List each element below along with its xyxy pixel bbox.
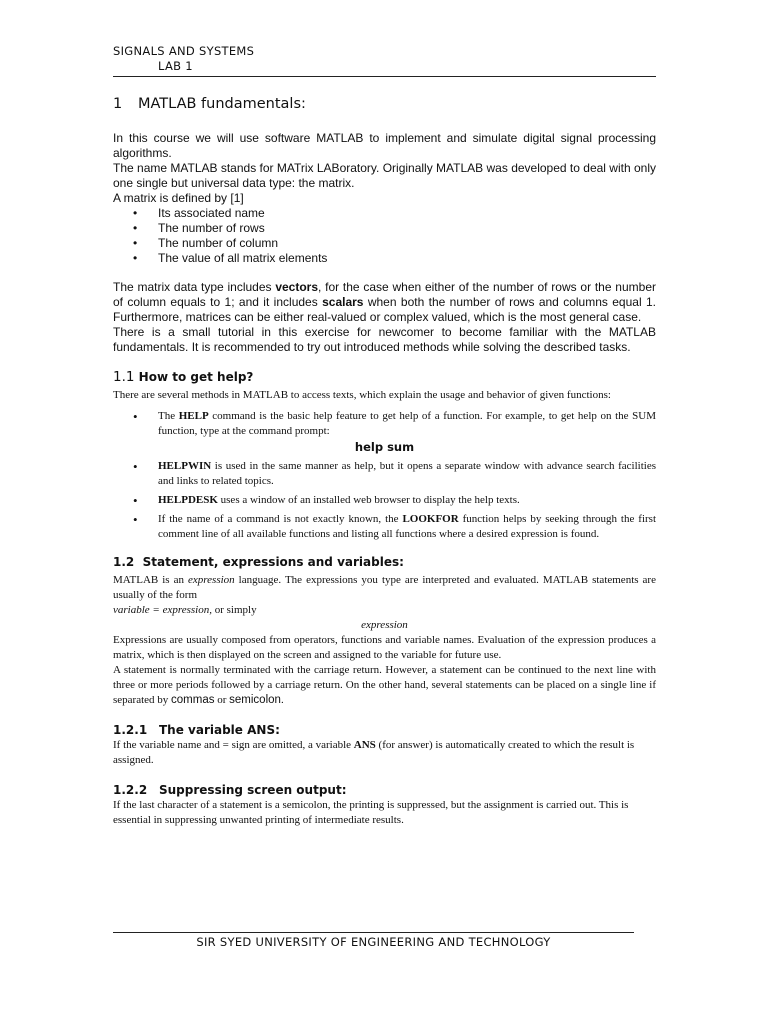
list-item-lookfor	[113, 512, 656, 542]
bullet-icon: •	[133, 206, 138, 220]
term-expression: expression	[188, 574, 235, 586]
list-item-helpwin	[113, 459, 656, 489]
section-title: How to get help?	[138, 370, 254, 384]
section-1-content	[113, 131, 656, 355]
bullet-icon: •	[133, 493, 138, 508]
section-1-1-content	[113, 388, 656, 542]
section-1-2-content	[113, 573, 656, 708]
expression-example: expression	[361, 619, 408, 631]
section-number: 1.1	[113, 369, 135, 385]
page-footer: SIR SYED UNIVERSITY OF ENGINEERING AND TECHNOLOGY	[196, 935, 551, 949]
term-vectors: vectors	[275, 280, 319, 294]
text-run: command is the basic help feature to get help of a function. For example, to get help on the SUM function, type at the command prompt:	[158, 410, 656, 437]
page-header	[113, 44, 254, 74]
text-run: uses a window of an installed web browser to display the help texts.	[217, 494, 520, 506]
paragraph: A matrix is defined by [1]	[113, 191, 244, 205]
section-title: Statement, expressions and variables:	[142, 555, 404, 569]
section-1-2-1-content	[113, 738, 656, 768]
keyword-helpdesk: HELPDESK	[158, 494, 218, 506]
paragraph: There is a small tutorial in this exercise for newcomer to become familiar with the MATLAB fundamentals. It is recommended to try out introduced methods while solving the described tasks.	[113, 325, 656, 354]
text-run: The	[158, 410, 179, 422]
paragraph	[113, 573, 656, 603]
text-run: function helps by seeking through the first comment line of all available functions and listing all functions where a desired expression is found.	[158, 513, 657, 540]
bullet-icon: •	[133, 221, 138, 235]
statement-form: variable = expression,	[113, 604, 212, 616]
paragraph: There are several methods in MATLAB to access texts, which explain the usage and behavior of given functions:	[113, 389, 611, 401]
keyword-helpwin: HELPWIN	[158, 460, 212, 472]
header-course: SIGNALS AND SYSTEMS	[113, 44, 255, 58]
keyword-ans: ANS	[353, 739, 376, 751]
text-run: or simply	[211, 604, 257, 616]
text-run: If the variable name and = sign are omitted, a variable	[113, 739, 354, 751]
term-commas: commas	[171, 694, 215, 706]
paragraph: Expressions are usually composed from operators, functions and variable names. Evaluation of the expression produces a matrix, which is then displayed on the screen and assigned to the variable for future use.	[113, 634, 656, 661]
text-run: .	[280, 694, 284, 706]
text-run: MATLAB is an	[113, 574, 189, 586]
text-run: If the name of a command is not exactly known, the	[158, 513, 403, 525]
bullet-icon: •	[133, 251, 138, 265]
section-number: 1.2	[113, 555, 135, 569]
section-1-heading	[113, 94, 656, 114]
text-run: or	[214, 694, 230, 706]
bullet-icon: •	[133, 236, 138, 250]
section-1-2-1-heading	[113, 722, 656, 738]
list-item	[113, 251, 656, 266]
list-item-text: Its associated name	[158, 206, 265, 220]
list-item-text: The number of column	[158, 236, 279, 250]
footer-rule	[113, 932, 634, 933]
section-number: 1.2.1	[113, 723, 148, 737]
header-rule	[113, 76, 656, 77]
section-number: 1	[113, 96, 123, 112]
list-item-text: The value of all matrix elements	[158, 251, 328, 265]
paragraph	[113, 663, 656, 708]
section-1-2-2-content	[113, 798, 656, 828]
keyword-lookfor: LOOKFOR	[402, 513, 459, 525]
list-item-helpdesk	[113, 493, 656, 508]
list-item-text: The number of rows	[158, 221, 265, 235]
matrix-attributes-list	[113, 206, 656, 266]
document-body	[113, 94, 656, 828]
text-run: when both the number of rows and columns equal 1. Furthermore, matrices can be either real-valued or complex valued, which is the most general case.	[113, 295, 657, 324]
list-item	[113, 221, 656, 236]
bullet-icon: •	[133, 409, 138, 424]
text-run: (for answer) is automatically created to which the result is assigned.	[113, 739, 635, 766]
text-run: is used in the same manner as help, but it opens a separate window with advance search facilities and links to related topics.	[158, 460, 656, 487]
keyword-help: HELP	[178, 410, 209, 422]
section-title: Suppressing screen output:	[159, 783, 347, 797]
list-item	[113, 236, 656, 251]
section-number: 1.2.2	[113, 783, 148, 797]
paragraph	[113, 603, 656, 618]
text-run: A statement is normally terminated with the carriage return. However, a statement can be continued to the next line with three or more periods followed by a carriage return. On the other hand, several statements can be placed on a single line if separated by	[113, 664, 656, 706]
paragraph	[113, 280, 656, 325]
section-1-2-2-heading	[113, 782, 656, 798]
help-methods-list	[113, 409, 656, 542]
text-run: , for the case when either of the number of rows or the number of column equals to 1; and it includes	[113, 280, 656, 309]
paragraph: If the last character of a statement is a semicolon, the printing is suppressed, but the assignment is carried out. This is essential in suppressing unwanted printing of intermediate results.	[113, 799, 629, 826]
section-title: MATLAB fundamentals:	[138, 96, 306, 112]
paragraph: The name MATLAB stands for MATrix LABoratory. Originally MATLAB was developed to deal with only one single but universal data type: the matrix.	[113, 161, 656, 190]
text-run: The matrix data type includes	[113, 280, 276, 294]
command-example: help sum	[354, 440, 415, 454]
section-1-1-heading	[113, 369, 656, 385]
header-lab: LAB 1	[158, 59, 193, 73]
term-semicolon: semicolon	[229, 694, 281, 706]
list-item	[113, 206, 656, 221]
paragraph	[113, 738, 656, 768]
bullet-icon: •	[133, 459, 138, 474]
paragraph: In this course we will use software MATLAB to implement and simulate digital signal processing algorithms.	[113, 131, 656, 160]
term-scalars: scalars	[322, 295, 364, 309]
bullet-icon: •	[133, 512, 138, 527]
section-1-2-heading	[113, 554, 656, 570]
list-item-help	[113, 409, 656, 455]
text-run: language. The expressions you type are interpreted and evaluated. MATLAB statements are usually of the form	[113, 574, 656, 601]
section-title: The variable ANS:	[159, 723, 280, 737]
